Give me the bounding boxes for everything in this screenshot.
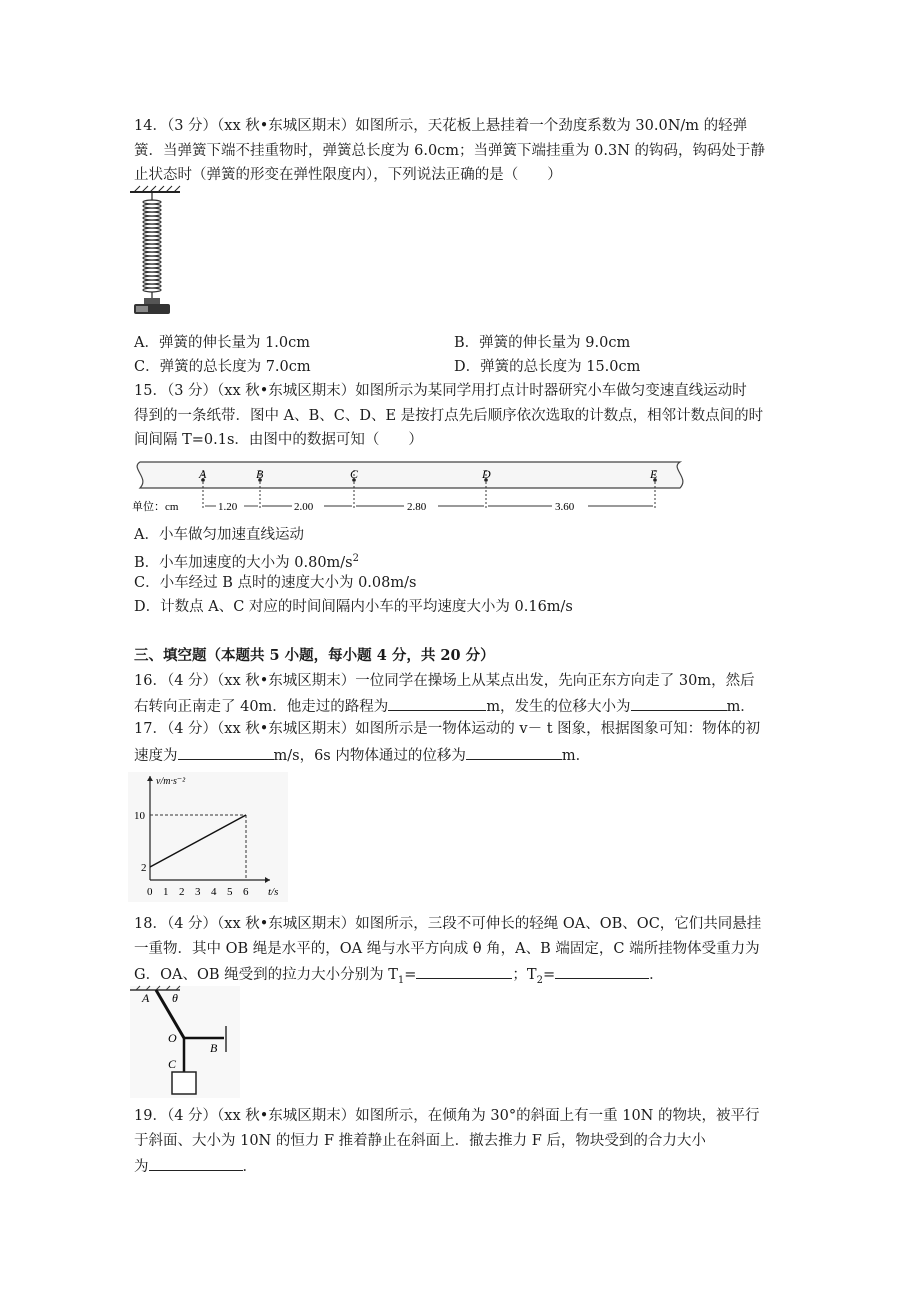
q18-blank-t2[interactable] (555, 963, 649, 979)
q18-stem-line2: 一重物．其中 OB 绳是水平的，OA 绳与水平方向成 θ 角，A、B 端固定，C 端所挂物体受重力为 (134, 941, 760, 957)
q17-stem-line1: 17．（4 分）（xx 秋•东城区期末）如图所示是一物体运动的 v－ t 图象，根据图象可知：物体的初 (134, 721, 761, 737)
tape-distance-de: 3.60 (555, 501, 575, 513)
tape-label-b: B (256, 467, 264, 481)
q19-blank-net-force[interactable] (149, 1155, 243, 1171)
q19-stem-line2: 于斜面、大小为 10N 的恒力 F 推着静止在斜面上．撤去推力 F 后，物块受到的合力大小 (134, 1133, 706, 1149)
hanging-block (172, 1072, 196, 1094)
y-tick-label: 10 (134, 810, 145, 822)
label-a: A (142, 991, 150, 1005)
q16-blank-distance[interactable] (388, 695, 486, 711)
q15-stem-line3: 间间隔 T=0.1s．由图中的数据可知（ ） (134, 432, 423, 448)
x-tick-label: 6 (243, 886, 249, 898)
q17-blank-initial-velocity[interactable] (178, 744, 274, 760)
x-tick-label: 0 (147, 886, 153, 898)
x-tick-label: 4 (211, 886, 217, 898)
x-tick-label: 3 (195, 886, 201, 898)
y-tick-label: 2 (141, 862, 147, 874)
x-tick-label: 5 (227, 886, 233, 898)
q14-option-a: A．弹簧的伸长量为 1.0cm (134, 335, 311, 351)
q18-blank-t1[interactable] (416, 963, 512, 979)
label-b: B (210, 1041, 218, 1055)
q19-stem-line1: 19．（4 分）（xx 秋•东城区期末）如图所示，在倾角为 30°的斜面上有一重 10N 的物块，被平行 (134, 1108, 760, 1124)
spring-figure (130, 186, 190, 324)
rope-figure (130, 986, 240, 1098)
q19-stem-line3: 为 ． (134, 1155, 257, 1177)
tape-distance-ab: 1.20 (218, 501, 238, 513)
spring-coils (143, 200, 161, 292)
tape-label-a: A (199, 467, 207, 481)
q18-stem-line3: G．OA、OB 绳受到的拉力大小分别为 $T_1=$ ；$T_2=$ ． (134, 963, 664, 991)
q16-stem-line1: 16．（4 分）（xx 秋•东城区期末）一位同学在操场上从某点出发，先向正东方向走了 30m，然后 (134, 673, 755, 689)
q15-option-b: B．小车加速度的大小为 $0.80m/s^2$ (134, 553, 359, 571)
q15-option-a: A．小车做匀加速直线运动 (134, 527, 304, 543)
q16-blank-displacement[interactable] (631, 695, 727, 711)
x-tick-label: 1 (163, 886, 169, 898)
tape-label-d: D (482, 467, 491, 481)
q14-stem-line2: 簧．当弹簧下端不挂重物时，弹簧总长度为 6.0cm；当弹簧下端挂重为 0.3N 的钩码，钩码处于静 (134, 143, 766, 159)
tape-label-e: E (650, 467, 658, 481)
tape-unit-label: 单位：cm (132, 501, 179, 513)
paper-tape-figure (130, 458, 690, 518)
section-title: 三、填空题（本题共 5 小题，每小题 4 分，共 20 分） (134, 647, 495, 664)
ceiling-hatch (130, 186, 180, 192)
q14-stem-line1: 14．（3 分）（xx 秋•东城区期末）如图所示，天花板上悬挂着一个劲度系数为 30.0N/m 的轻弹 (134, 118, 748, 134)
q14-stem-line3: 止状态时（弹簧的形变在弹性限度内），下列说法正确的是（ ） (134, 167, 562, 183)
q15-stem-line1: 15．（3 分）（xx 秋•东城区期末）如图所示为某同学用打点计时器研究小车做匀变速直线运动时 (134, 383, 747, 399)
q18-stem-line1: 18．（4 分）（xx 秋•东城区期末）如图所示，三段不可伸长的轻绳 OA、OB、OC，它们共同悬挂 (134, 916, 762, 932)
spring-coil-path (143, 200, 161, 292)
x-tick-label: 2 (179, 886, 185, 898)
vt-chart (128, 772, 288, 902)
q14-option-b: B．弹簧的伸长量为 9.0cm (454, 335, 631, 351)
label-c: C (168, 1057, 177, 1071)
q15-option-d: D．计数点 A、C 对应的时间间隔内小车的平均速度大小为 0.16m/s (134, 599, 573, 615)
q15-option-c: C．小车经过 B 点时的速度大小为 0.08m/s (134, 575, 417, 591)
q17-blank-displacement[interactable] (466, 744, 562, 760)
tape-distance-bc: 2.00 (294, 501, 314, 513)
tape-label-c: C (350, 467, 359, 481)
q14-option-d: D．弹簧的总长度为 15.0cm (454, 359, 641, 375)
q17-stem-line2: 速度为 m/s，6s 内物体通过的位移为 m． (134, 744, 590, 766)
q16-stem-line2: 右转向正南走了 40m．他走过的路程为 m，发生的位移大小为 m． (134, 695, 755, 717)
y-axis-label: v/m·s⁻² (156, 776, 186, 787)
x-axis-label: t/s (268, 886, 279, 898)
label-theta: θ (172, 991, 178, 1005)
q14-option-c: C．弹簧的总长度为 7.0cm (134, 359, 311, 375)
weight-block (134, 298, 170, 314)
q15-stem-line2: 得到的一条纸带．图中 A、B、C、D、E 是按打点先后顺序依次选取的计数点，相邻计数点间的时 (134, 408, 764, 424)
label-o: O (168, 1031, 177, 1045)
tape-distance-cd: 2.80 (407, 501, 427, 513)
